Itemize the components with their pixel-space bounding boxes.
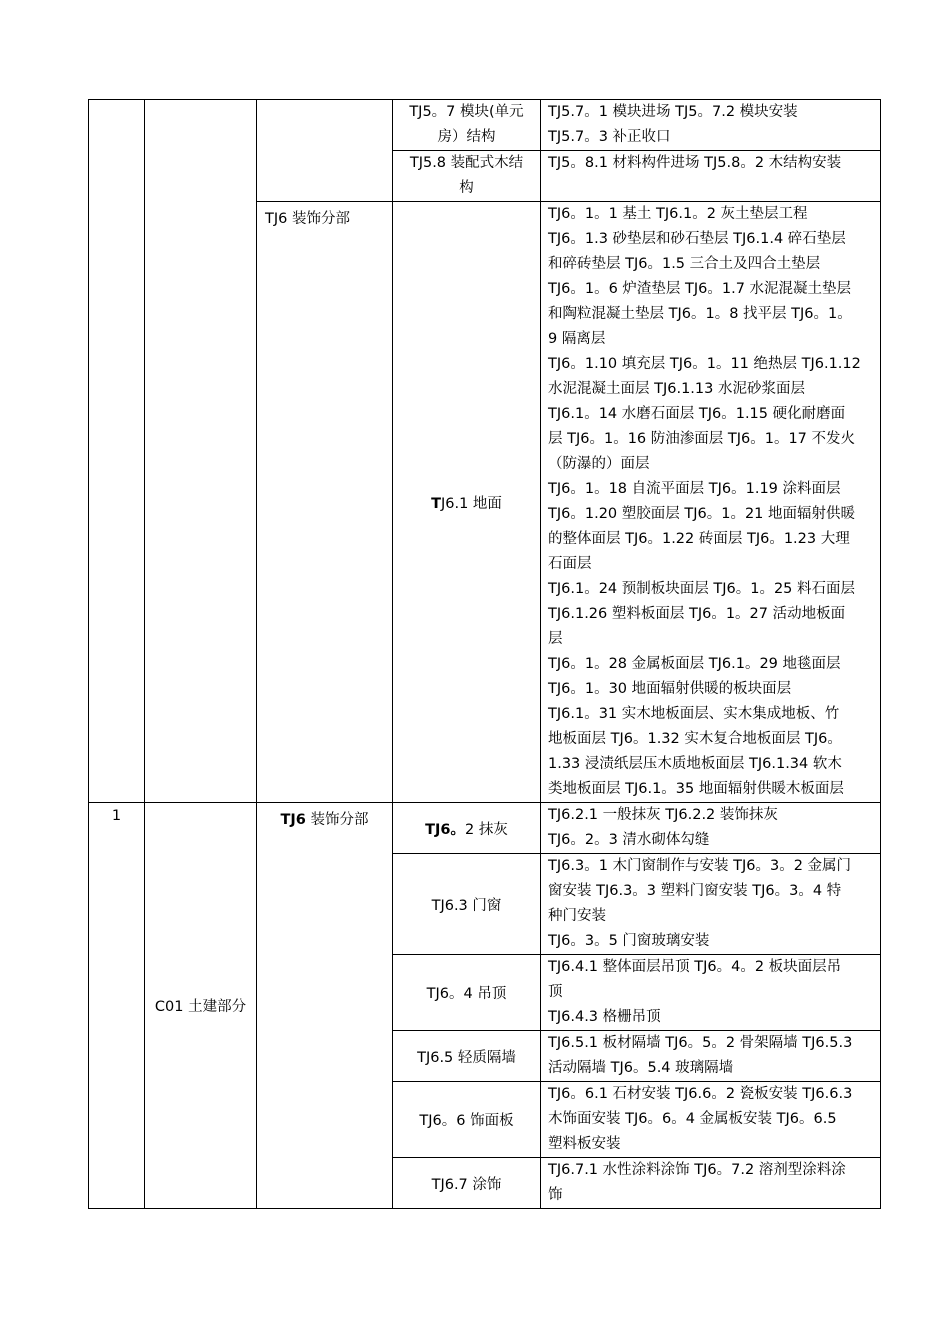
number-cell xyxy=(89,100,145,803)
division-cell xyxy=(257,803,393,1209)
item-line: TJ6。1.20 塑胶面层 TJ6。1。21 地面辐射供暖 xyxy=(548,506,856,522)
item-line: TJ5.7。1 模块进场 TJ5。7.2 模块安装 xyxy=(548,104,798,120)
items-cell xyxy=(541,854,881,955)
item-line: TJ6。1.3 砂垫层和砂石垫层 TJ6.1.4 碎石垫层 xyxy=(548,231,846,247)
item-line: TJ6.1。14 水磨石面层 TJ6。1.15 硬化耐磨面 xyxy=(548,406,846,422)
construction-division-table xyxy=(88,99,881,1209)
subdivision-label xyxy=(425,822,508,838)
table-row xyxy=(89,803,881,854)
category-cell xyxy=(145,100,257,803)
item-line: TJ6.7.1 水性涂料涂饰 TJ6。7.2 溶剂型涂料涂 xyxy=(548,1162,846,1178)
subdivision-name: J6.1 地面 xyxy=(440,495,502,512)
division-label: TJ6 装饰分部 xyxy=(265,211,350,227)
item-line: TJ6。1。18 自流平面层 TJ6。1.19 涂料面层 xyxy=(548,481,841,497)
division-name: 装饰分部 xyxy=(305,812,369,828)
item-line: TJ6。3。5 门窗玻璃安装 xyxy=(548,933,710,949)
item-line: TJ6.5.1 板材隔墙 TJ6。5。2 骨架隔墙 TJ6.5.3 xyxy=(548,1035,853,1051)
item-line: 9 隔离层 xyxy=(548,331,606,347)
row-number: 1 xyxy=(111,808,122,824)
division-code: TJ6 xyxy=(280,812,306,828)
category-cell xyxy=(145,803,257,1209)
item-line: 窗安装 TJ6.3。3 塑料门窗安装 TJ6。3。4 特 xyxy=(548,883,842,899)
item-line: TJ6。2。3 清水砌体勾缝 xyxy=(548,832,710,848)
subdivision-line: 房）结构 xyxy=(437,129,496,145)
item-line: TJ6.2.1 一般抹灰 TJ6.2.2 装饰抹灰 xyxy=(548,807,778,823)
division-label xyxy=(281,812,369,828)
subdivision-cell xyxy=(393,803,541,854)
item-line: TJ6。1。30 地面辐射供暖的板块面层 xyxy=(548,681,792,697)
subdivision-label: TJ6.7 涂饰 xyxy=(431,1176,502,1193)
number-cell xyxy=(89,803,145,1209)
item-line: 石面层 xyxy=(548,556,592,572)
subdivision-cell xyxy=(393,1082,541,1158)
subdivision-label: TJ6。4 吊顶 xyxy=(426,986,507,1002)
subdivision-cell xyxy=(393,100,541,151)
item-line: 塑料板安装 xyxy=(548,1136,621,1152)
subdivision-code: TJ6。 xyxy=(425,821,466,838)
item-line: 地板面层 TJ6。1.32 实木复合地板面层 TJ6。 xyxy=(548,731,842,747)
subdivision-line: TJ5.8 装配式木结 xyxy=(409,155,524,171)
subdivision-line: TJ5。7 模块(单元 xyxy=(409,104,524,120)
item-line: 1.33 浸渍纸层压木质地板面层 TJ6.1.34 软木 xyxy=(548,756,842,772)
item-line: TJ6.3。1 木门窗制作与安装 TJ6。3。2 金属门 xyxy=(548,858,852,874)
subdivision-name: 2 抹灰 xyxy=(465,821,508,838)
item-line: 层 TJ6。1。16 防油渗面层 TJ6。1。17 不发火 xyxy=(548,431,856,447)
subdivision-cell xyxy=(393,1158,541,1209)
items-cell xyxy=(541,100,881,151)
items-cell xyxy=(541,151,881,202)
subdivision-cell xyxy=(393,151,541,202)
subdivision-label xyxy=(431,496,502,512)
subdivision-prefix: T xyxy=(431,495,441,512)
item-line: TJ5.7。3 补正收口 xyxy=(548,129,671,145)
item-line: TJ6.4.3 格栅吊顶 xyxy=(548,1009,661,1025)
subdivision-cell xyxy=(393,1031,541,1082)
item-line: 层 xyxy=(548,631,563,647)
item-line: 和陶粒混凝土垫层 TJ6。1。8 找平层 TJ6。1。 xyxy=(548,306,852,322)
subdivision-label: TJ6.5 轻质隔墙 xyxy=(417,1049,516,1066)
division-cell xyxy=(257,100,393,202)
items-cell xyxy=(541,202,881,803)
items-cell xyxy=(541,1082,881,1158)
item-line: 的整体面层 TJ6。1.22 砖面层 TJ6。1.23 大理 xyxy=(548,531,850,547)
subdivision-label: TJ6。6 饰面板 xyxy=(419,1113,514,1129)
items-cell xyxy=(541,1031,881,1082)
table-row xyxy=(89,100,881,151)
item-line: TJ6。1.10 填充层 TJ6。1。11 绝热层 TJ6.1.12 xyxy=(548,356,861,372)
item-line: TJ6。1。1 基土 TJ6.1。2 灰土垫层工程 xyxy=(548,206,808,222)
item-line: 饰 xyxy=(548,1187,563,1203)
item-line: 活动隔墙 TJ6。5.4 玻璃隔墙 xyxy=(548,1060,734,1076)
division-cell xyxy=(257,202,393,803)
item-line: TJ6.4.1 整体面层吊顶 TJ6。4。2 板块面层吊 xyxy=(548,959,842,975)
subdivision-cell xyxy=(393,955,541,1031)
item-line: TJ5。8.1 材料构件进场 TJ5.8。2 木结构安装 xyxy=(548,155,842,171)
item-line: （防瀑的）面层 xyxy=(548,456,650,472)
item-line: TJ6.1.26 塑料板面层 TJ6。1。27 活动地板面 xyxy=(548,606,846,622)
item-line: TJ6.1。31 实木地板面层、实木集成地板、竹 xyxy=(548,706,840,722)
subdivision-line: 构 xyxy=(459,180,474,196)
items-cell xyxy=(541,803,881,854)
subdivision-cell xyxy=(393,202,541,803)
item-line: 种门安装 xyxy=(548,908,606,924)
item-line: TJ6。1。6 炉渣垫层 TJ6。1.7 水泥混凝土垫层 xyxy=(548,281,852,297)
items-cell xyxy=(541,1158,881,1209)
items-cell xyxy=(541,955,881,1031)
item-line: 顶 xyxy=(548,984,563,1000)
item-line: 和碎砖垫层 TJ6。1.5 三合土及四合土垫层 xyxy=(548,256,821,272)
subdivision-cell xyxy=(393,854,541,955)
item-line: TJ6。1。28 金属板面层 TJ6.1。29 地毯面层 xyxy=(548,656,841,672)
item-line: 类地板面层 TJ6.1。35 地面辐射供暖木板面层 xyxy=(548,781,844,797)
item-line: TJ6.1。24 预制板块面层 TJ6。1。25 料石面层 xyxy=(548,581,856,597)
item-line: 水泥混凝土面层 TJ6.1.13 水泥砂浆面层 xyxy=(548,381,805,397)
item-line: 木饰面安装 TJ6。6。4 金属板安装 TJ6。6.5 xyxy=(548,1111,837,1127)
subdivision-label: TJ6.3 门窗 xyxy=(431,897,502,914)
item-line: TJ6。6.1 石材安装 TJ6.6。2 瓷板安装 TJ6.6.3 xyxy=(548,1086,853,1102)
category-label: C01 土建部分 xyxy=(154,999,247,1015)
